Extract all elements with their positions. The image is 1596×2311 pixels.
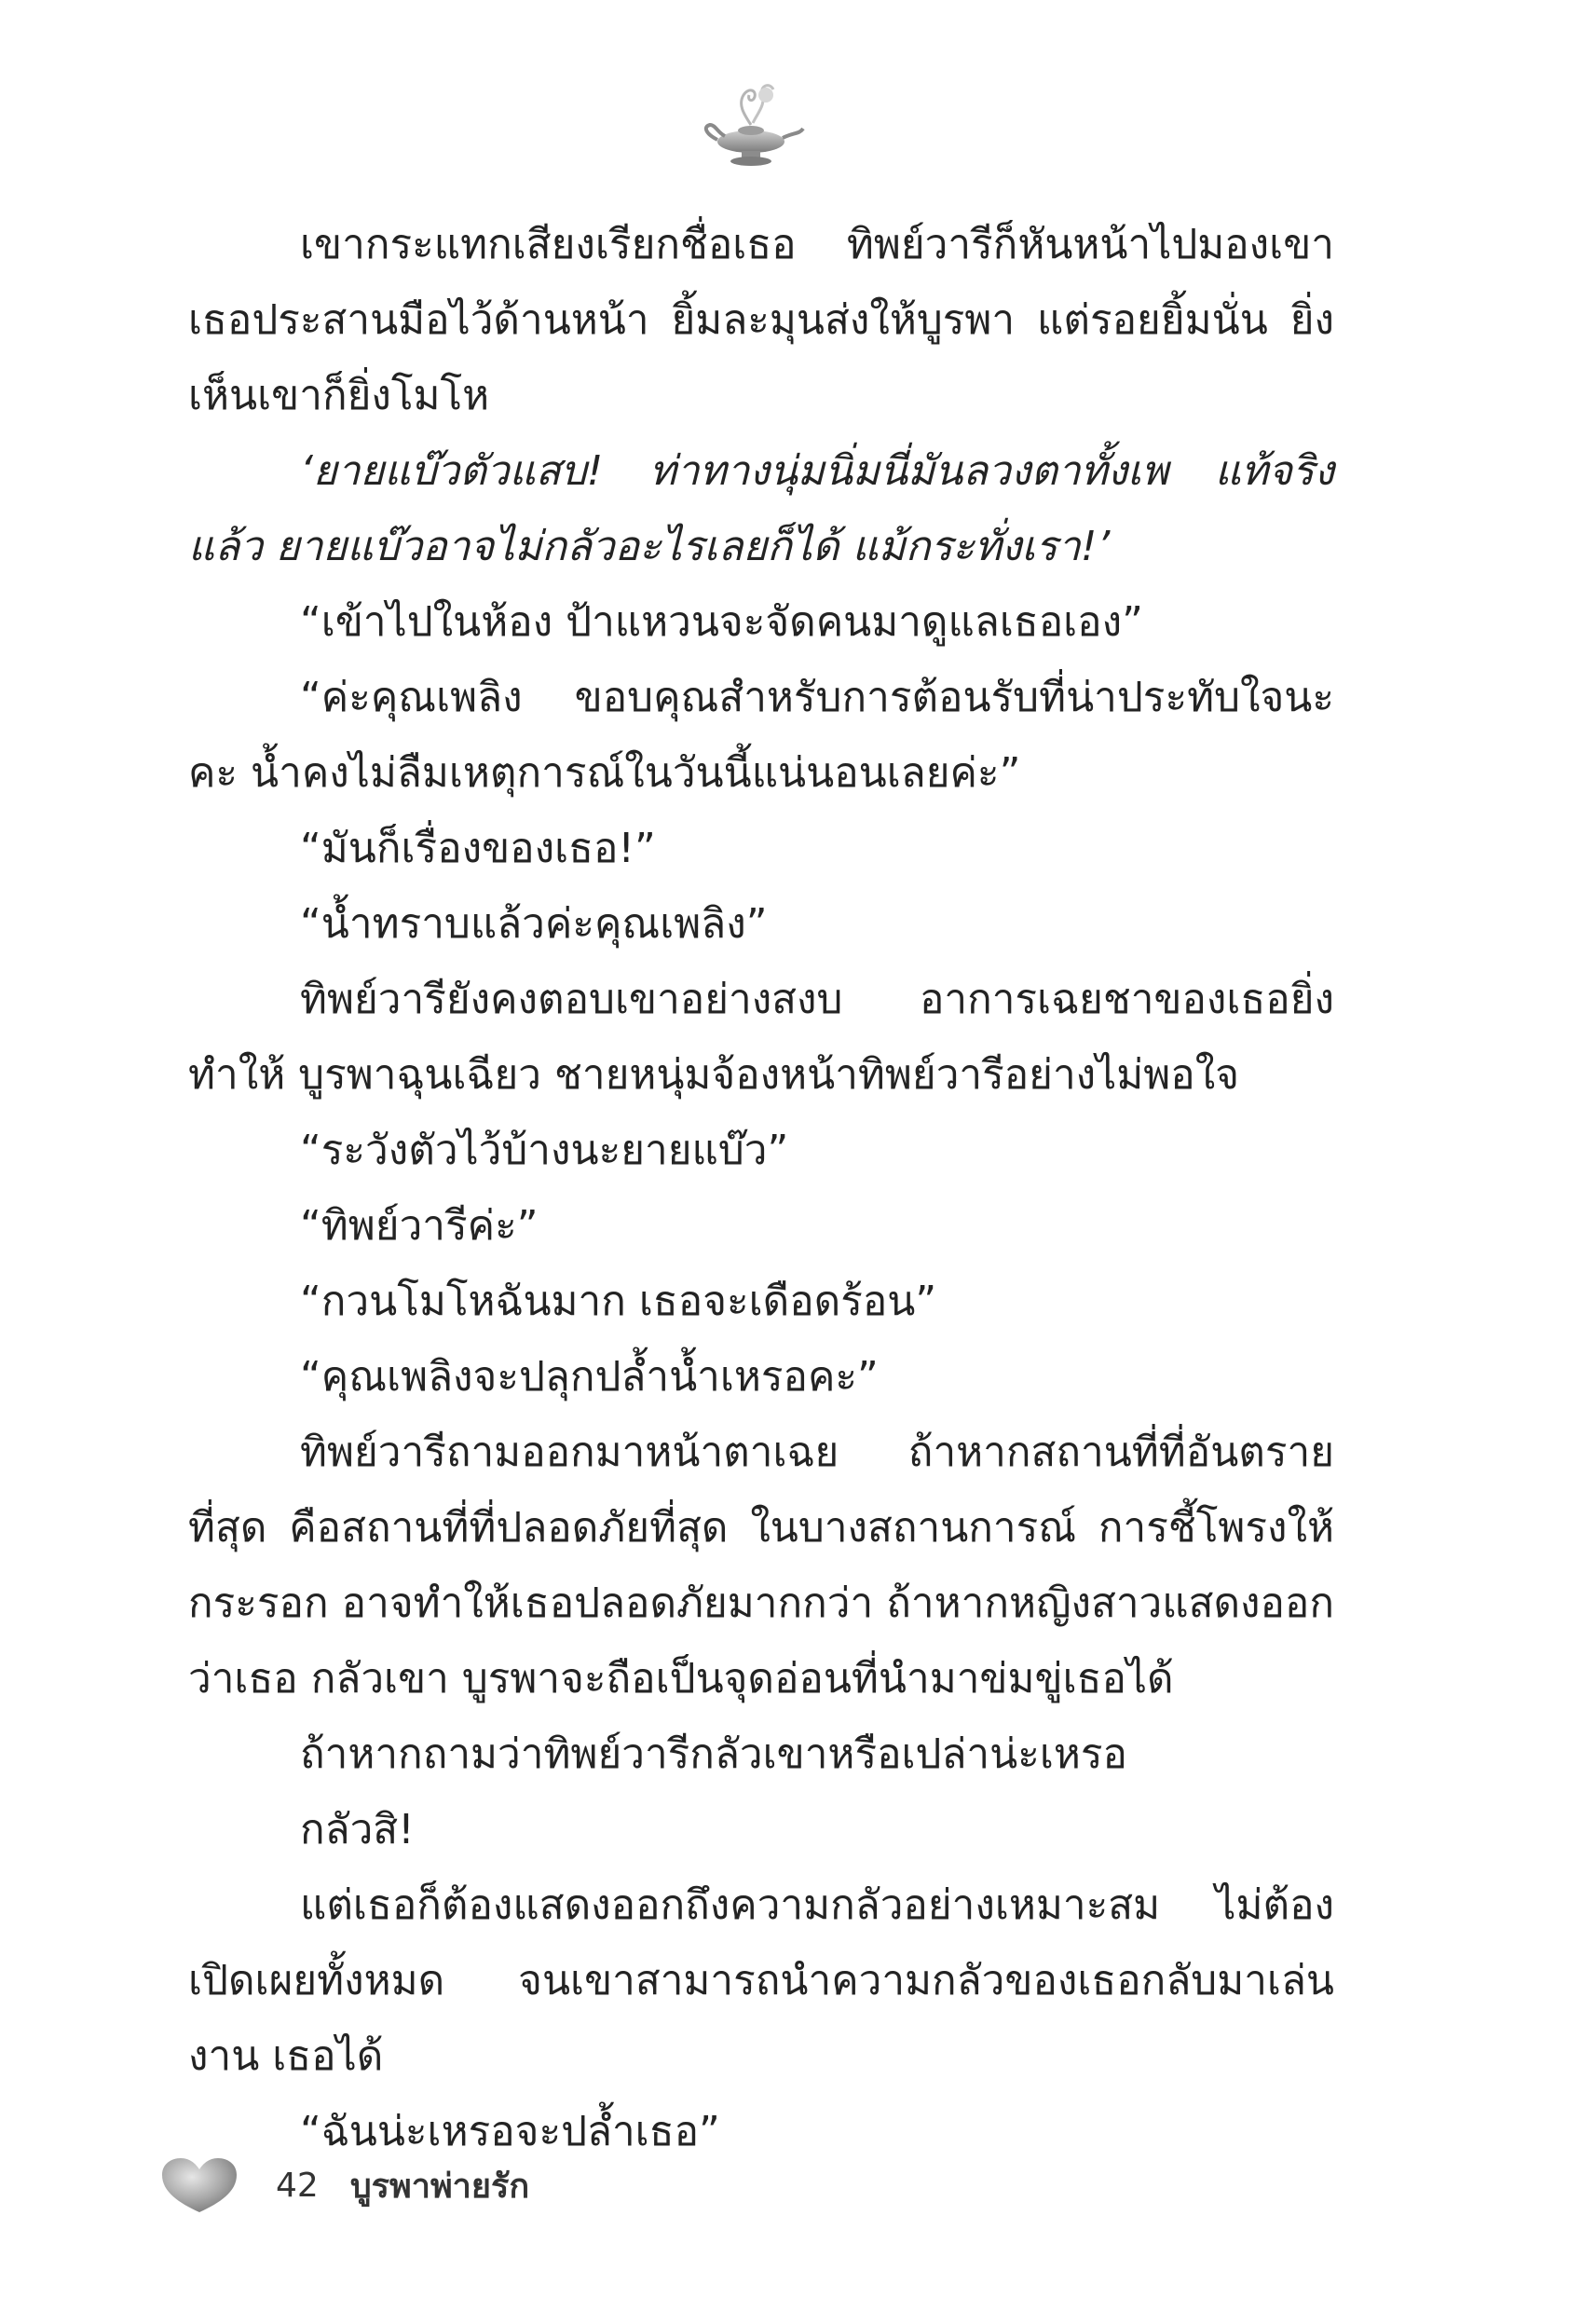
- paragraph: “กวนโมโหฉันมาก เธอจะเดือดร้อน”: [300, 1278, 937, 1325]
- paragraph: “คุณเพลิงจะปลุกปล้ำน้ำเหรอคะ”: [300, 1353, 879, 1401]
- magic-lamp-icon: [697, 76, 807, 170]
- paragraph: “น้ำทราบแล้วค่ะคุณเพลิง”: [300, 900, 768, 948]
- paragraph: “มันก็เรื่องของเธอ!”: [300, 825, 656, 872]
- paragraph: “ระวังตัวไว้บ้างนะยายแบ๊ว”: [300, 1127, 789, 1174]
- paragraph: เขากระแทกเสียงเรียกชื่อเธอ ทิพย์วารีก็หันหน้าไปมองเขา เธอประสานมือไว้ด้านหน้า ยิ้มละมุนส่งให้บูรพา แต่รอยยิ้มนั่น ยิ่งเห็นเขาก็ยิ่งโมโห: [188, 221, 1334, 419]
- book-title: บูรพาพ่ายรัก: [349, 2167, 530, 2206]
- paragraph: กลัวสิ!: [300, 1806, 415, 1853]
- paragraph: “ฉันน่ะเหรอจะปล้ำเธอ”: [300, 2108, 720, 2155]
- paragraph: “ทิพย์วารีค่ะ”: [300, 1202, 539, 1250]
- paragraph: แต่เธอก็ต้องแสดงออกถึงความกลัวอย่างเหมาะสม ไม่ต้อง เปิดเผยทั้งหมด จนเขาสามารถนำความกลัวของเธอกลับมาเล่นงาน เธอได้: [188, 1881, 1334, 2080]
- heart-icon: [160, 2156, 239, 2214]
- paragraph: “เข้าไปในห้อง ป้าแหวนจะจัดคนมาดูแลเธอเอง”: [300, 598, 1143, 646]
- body-text: [188, 207, 1334, 2169]
- page-number: 42: [276, 2166, 319, 2205]
- paragraph: ‘ยายแบ๊วตัวแสบ! ท่าทางนุ่มนิ่มนี่มันลวงตาทั้งเพ แท้จริงแล้ว ยายแบ๊วอาจไม่กลัวอะไรเลยก็ได้ แม้กระทั่งเรา!’: [188, 447, 1334, 570]
- paragraph: “ค่ะคุณเพลิง ขอบคุณสำหรับการต้อนรับที่น่าประทับใจนะคะ น้ำคงไม่ลืมเหตุการณ์ในวันนี้แน่นอนเลยค่ะ”: [188, 674, 1334, 797]
- paragraph: ทิพย์วารียังคงตอบเขาอย่างสงบ อาการเฉยชาของเธอยิ่งทำให้ บูรพาฉุนเฉียว ชายหนุ่มจ้องหน้าทิพย์วารีอย่างไม่พอใจ: [188, 976, 1334, 1099]
- paragraph: ถ้าหากถามว่าทิพย์วารีกลัวเขาหรือเปล่าน่ะเหรอ: [300, 1730, 1127, 1778]
- paragraph: ทิพย์วารีถามออกมาหน้าตาเฉย ถ้าหากสถานที่ที่อันตรายที่สุด คือสถานที่ที่ปลอดภัยที่สุด ในบางสถานการณ์ การชี้โพรงให้กระรอก อาจทำให้เธอปลอดภัยมากกว่า ถ้าหากหญิงสาวแสดงออกว่าเธอ กลัวเขา บูรพาจะถือเป็นจุดอ่อนที่นำมาข่มขู่เธอได้: [188, 1429, 1334, 1702]
- page-footer: [160, 2153, 529, 2218]
